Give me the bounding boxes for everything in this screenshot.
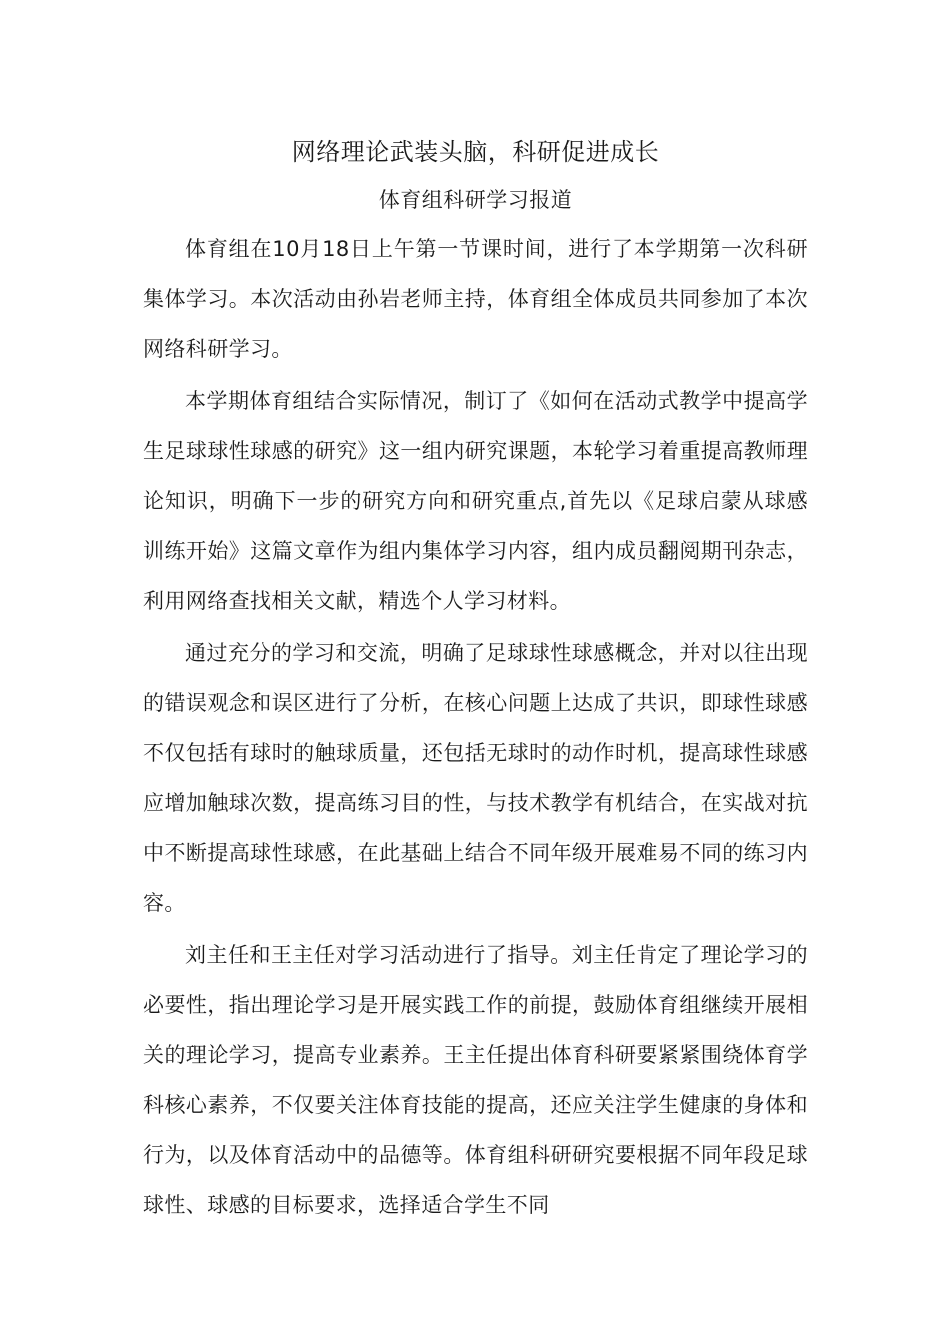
document-body bbox=[143, 128, 808, 1232]
paragraph-2: 本学期体育组结合实际情况，制订了《如何在活动式教学中提高学生足球球性球感的研究》这一组内研究课题，本轮学习着重提高教师理论知识，明确下一步的研究方向和研究重点,首先以《足球启蒙从球感训练开始》这篇文章作为组内集体学习内容，组内成员翻阅期刊杂志，利用网络查找相关文献，精选个人学习材料。 bbox=[143, 389, 808, 613]
document-subtitle: 体育组科研学习报道 bbox=[378, 188, 573, 212]
document-title: 网络理论武装头脑，科研促进成长 bbox=[291, 138, 660, 166]
paragraph-3: 通过充分的学习和交流，明确了足球球性球感概念，并对以往出现的错误观念和误区进行了分析，在核心问题上达成了共识，即球性球感不仅包括有球时的触球质量，还包括无球时的动作时机，提高球性球感应增加触球次数，提高练习目的性，与技术教学有机结合，在实战对抗中不断提高球性球感，在此基础上结合不同年级开展难易不同的练习内容。 bbox=[143, 641, 808, 915]
paragraph-4: 刘主任和王主任对学习活动进行了指导。刘主任肯定了理论学习的必要性，指出理论学习是开展实践工作的前提，鼓励体育组继续开展相关的理论学习，提高专业素养。王主任提出体育科研要紧紧围绕体育学科核心素养，不仅要关注体育技能的提高，还应关注学生健康的身体和行为，以及体育活动中的品德等。体育组科研研究要根据不同年段足球球性、球感的目标要求，选择适合学生不同 bbox=[143, 943, 808, 1217]
paragraph-1: 体育组在10月18日上午第一节课时间，进行了本学期第一次科研集体学习。本次活动由孙岩老师主持，体育组全体成员共同参加了本次网络科研学习。 bbox=[143, 237, 808, 361]
